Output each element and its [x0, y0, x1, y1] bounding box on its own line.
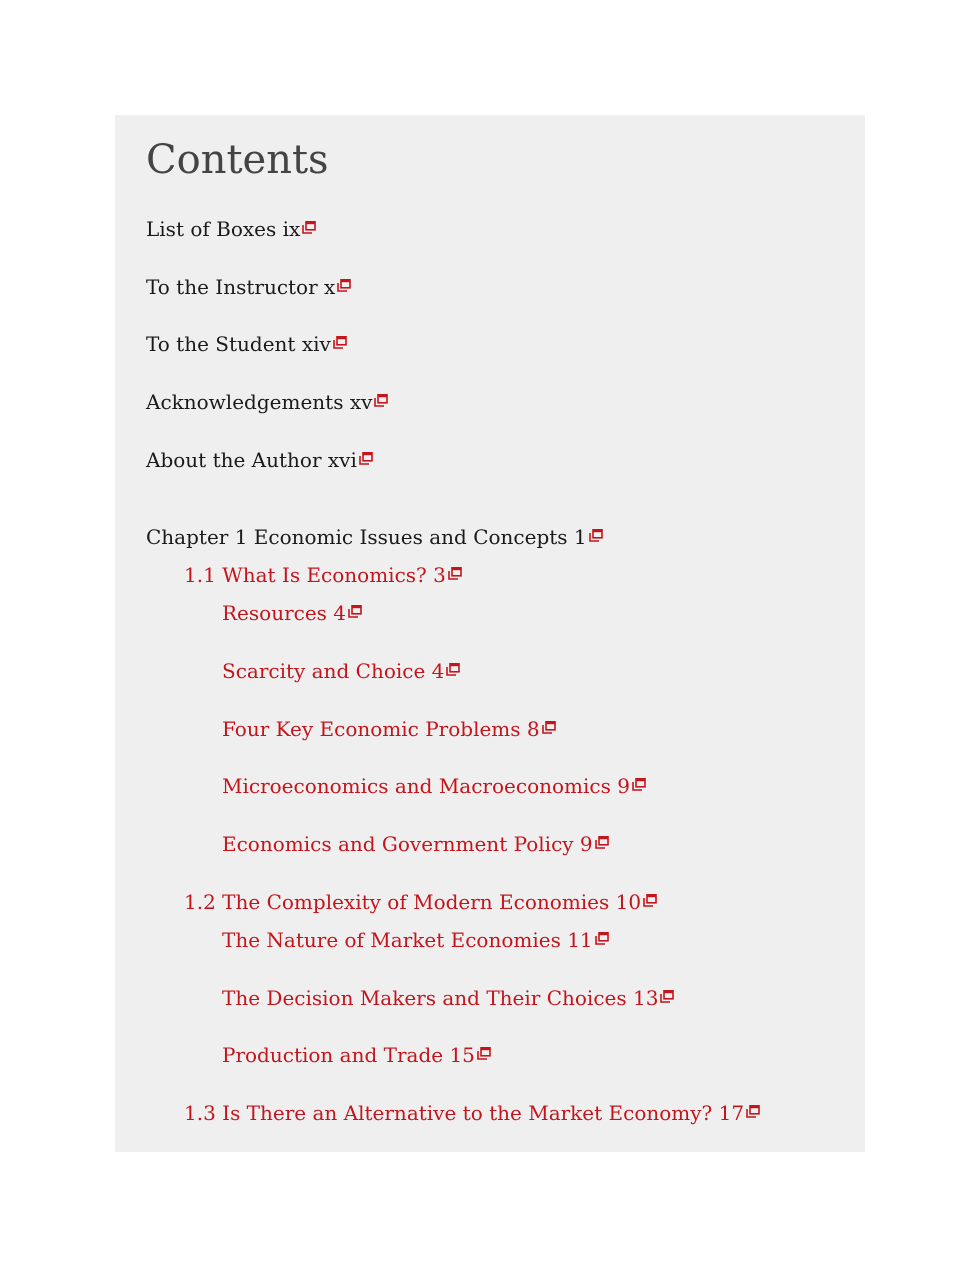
toc-entry-list-of-boxes[interactable] — [146, 216, 316, 242]
toc-entry-label: The Nature of Market Economies 11 — [222, 928, 593, 952]
toc-entry-four-key-economic-problems[interactable] — [222, 716, 556, 742]
toc-entry-label: List of Boxes ix — [146, 217, 301, 241]
external-link-icon — [333, 336, 347, 349]
external-link-icon — [595, 836, 609, 849]
toc-entry-acknowledgements[interactable] — [146, 389, 388, 415]
toc-entry-label: To the Instructor x — [146, 275, 336, 299]
external-link-icon — [374, 394, 388, 407]
toc-entry-label: 1.3 Is There an Alternative to the Market Economy? 17 — [184, 1101, 745, 1125]
toc-entry-about-the-author[interactable] — [146, 447, 373, 473]
toc-entry-label: Four Key Economic Problems 8 — [222, 717, 540, 741]
external-link-icon — [302, 221, 316, 234]
toc-entry-decision-makers-and-their-choices[interactable] — [222, 985, 674, 1011]
toc-entry-label: To the Student xiv — [146, 332, 331, 356]
toc-entry-economics-and-government-policy[interactable] — [222, 831, 609, 857]
external-link-icon — [660, 990, 674, 1003]
toc-entry-production-and-trade[interactable] — [222, 1042, 491, 1068]
toc-entry-label: Resources 4 — [222, 601, 347, 625]
toc-entry-section-1-3[interactable] — [184, 1100, 760, 1126]
external-link-icon — [746, 1105, 760, 1118]
toc-entry-label: Chapter 1 Economic Issues and Concepts 1 — [146, 525, 587, 549]
external-link-icon — [337, 279, 351, 292]
toc-entry-label: Acknowledgements xv — [146, 390, 373, 414]
toc-entry-scarcity-and-choice[interactable] — [222, 658, 460, 684]
toc-entry-label: 1.1 What Is Economics? 3 — [184, 563, 446, 587]
toc-entry-label: The Decision Makers and Their Choices 13 — [222, 986, 659, 1010]
external-link-icon — [448, 567, 462, 580]
toc-entry-nature-of-market-economies[interactable] — [222, 927, 609, 953]
external-link-icon — [542, 721, 556, 734]
external-link-icon — [632, 778, 646, 791]
toc-entry-section-1-1[interactable] — [184, 562, 462, 588]
toc-entry-chapter-1[interactable] — [146, 524, 603, 550]
external-link-icon — [595, 932, 609, 945]
external-link-icon — [643, 894, 657, 907]
toc-entry-resources[interactable] — [222, 600, 362, 626]
toc-entry-label: 1.2 The Complexity of Modern Economies 10 — [184, 890, 642, 914]
toc-entry-to-the-student[interactable] — [146, 331, 347, 357]
toc-entry-to-the-instructor[interactable] — [146, 274, 351, 300]
toc-entry-label: Production and Trade 15 — [222, 1043, 475, 1067]
page-title: Contents — [146, 137, 329, 183]
external-link-icon — [359, 452, 373, 465]
external-link-icon — [348, 605, 362, 618]
toc-entry-section-1-2[interactable] — [184, 889, 657, 915]
external-link-icon — [446, 663, 460, 676]
toc-entry-label: Economics and Government Policy 9 — [222, 832, 593, 856]
toc-entry-micro-and-macroeconomics[interactable] — [222, 773, 646, 799]
external-link-icon — [589, 529, 603, 542]
toc-entry-label: Scarcity and Choice 4 — [222, 659, 445, 683]
external-link-icon — [477, 1047, 491, 1060]
toc-entry-label: About the Author xvi — [146, 448, 357, 472]
toc-entry-label: Microeconomics and Macroeconomics 9 — [222, 774, 630, 798]
